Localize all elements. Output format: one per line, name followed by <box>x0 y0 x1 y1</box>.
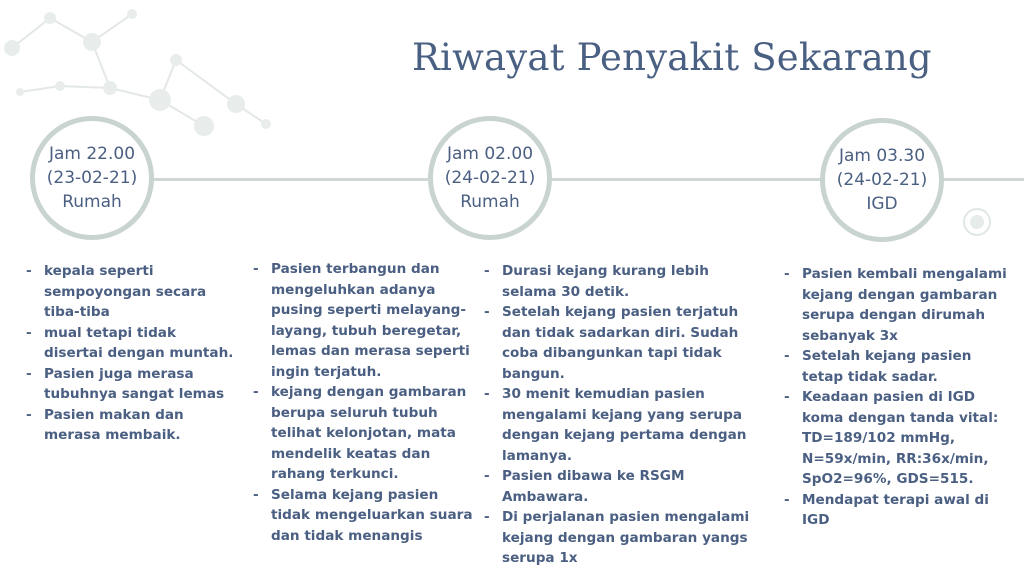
node-time: Jam 03.30 <box>838 146 926 166</box>
timeline-node-3 <box>820 118 944 242</box>
list-item: - mual tetapi tidak disertai dengan muntah. <box>26 323 234 364</box>
list-item: - kejang dengan gambaran berupa seluruh tubuh telihat kelonjotan, mata mendelik keatas dan rahang terkunci. <box>253 382 481 485</box>
node-place: Rumah <box>62 192 122 212</box>
node-place: IGD <box>866 194 898 214</box>
node-date: (24-02-21) <box>836 170 928 190</box>
list-item: - Durasi kejang kurang lebih selama 30 detik. <box>484 261 766 302</box>
list-item: - Setelah kejang pasien terjatuh dan tidak sadarkan diri. Sudah coba dibangunkan tapi tidak bangun. <box>484 302 766 384</box>
list-item: - Mendapat terapi awal di IGD <box>784 490 1014 531</box>
event-list-1 <box>26 261 234 446</box>
target-decoration-icon <box>960 205 994 239</box>
list-item: - Pasien terbangun dan mengeluhkan adanya pusing seperti melayang-layang, tubuh beregetar, lemas dan merasa seperti ingin terjatuh. <box>253 259 481 382</box>
list-item: - Selama kejang pasien tidak mengeluarkan suara dan tidak menangis <box>253 485 481 547</box>
node-date: (23-02-21) <box>46 168 138 188</box>
list-item: - Keadaan pasien di IGD koma dengan tanda vital: TD=189/102 mmHg, N=59x/min, RR:36x/min, SpO2=96%, GDS=515. <box>784 387 1014 490</box>
list-item: - Pasien dibawa ke RSGM Ambawara. <box>484 466 766 507</box>
timeline-line <box>150 178 428 181</box>
list-item: - Pasien juga merasa tubuhnya sangat lemas <box>26 364 234 405</box>
node-time: Jam 02.00 <box>446 144 534 164</box>
timeline-node-1 <box>30 116 154 240</box>
event-list-3 <box>484 261 766 569</box>
list-item: - Di perjalanan pasien mengalami kejang dengan gambaran yangs serupa 1x <box>484 507 766 569</box>
node-date: (24-02-21) <box>444 168 536 188</box>
event-list-2 <box>253 259 481 546</box>
timeline-line <box>943 178 1024 181</box>
timeline-node-2 <box>428 116 552 240</box>
list-item: - Setelah kejang pasien tetap tidak sadar. <box>784 346 1014 387</box>
list-item: - kepala seperti sempoyongan secara tiba-tiba <box>26 261 234 323</box>
node-place: Rumah <box>460 192 520 212</box>
list-item: - Pasien kembali mengalami kejang dengan gambaran serupa dengan dirumah sebanyak 3x <box>784 264 1014 346</box>
timeline-line <box>548 178 823 181</box>
node-time: Jam 22.00 <box>48 144 136 164</box>
list-item: - 30 menit kemudian pasien mengalami kejang yang serupa dengan kejang pertama dengan lamanya. <box>484 384 766 466</box>
event-list-4 <box>784 264 1014 531</box>
list-item: - Pasien makan dan merasa membaik. <box>26 405 234 446</box>
page-title: Riwayat Penyakit Sekarang <box>412 36 932 79</box>
